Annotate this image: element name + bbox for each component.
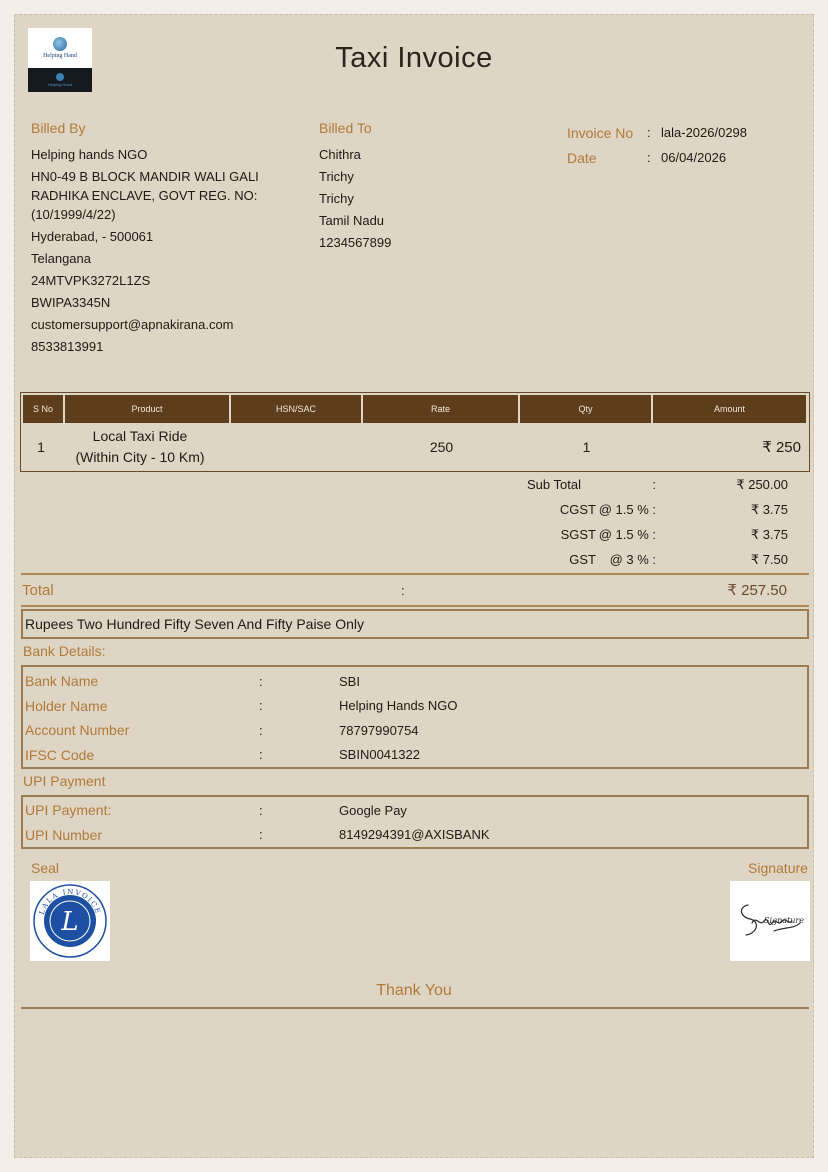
email: customersupport@apnakirana.com	[31, 317, 234, 332]
bank-details-box	[21, 665, 809, 769]
seal-text: LALA INVOICE	[37, 887, 103, 916]
thank-you-note: Thank You	[376, 982, 452, 999]
colon: :	[401, 582, 405, 598]
address-line: Trichy	[319, 169, 354, 184]
phone: 1234567899	[319, 235, 392, 250]
signature-label: Signature	[748, 860, 808, 876]
invoice-date: 06/04/2026	[661, 150, 727, 165]
grand-total-label: Total	[22, 581, 54, 599]
signature-icon	[734, 893, 806, 949]
seal-label: Seal	[31, 860, 60, 876]
city-line: Trichy	[319, 191, 354, 206]
upi-payment-label: UPI Payment	[23, 773, 106, 789]
page-title: Taxi Invoice	[335, 42, 493, 74]
cell-rate: 250	[429, 439, 454, 455]
sgst-row: SGST @ 1.5 % : ₹ 3.75	[560, 526, 788, 542]
cell-product: Local Taxi Ride (Within City - 10 Km)	[75, 428, 205, 465]
city-line: Hyderabad, - 500061	[31, 229, 154, 244]
state-line: Tamil Nadu	[319, 213, 385, 228]
logo-text: Helping Hand	[43, 53, 77, 59]
grand-total-row	[21, 573, 809, 607]
billed-by-label: Billed By	[31, 120, 86, 136]
bank-row: IFSC Code : SBIN0041322	[25, 746, 420, 763]
billed-to-section	[319, 120, 539, 255]
subtotal-row: Sub Total : ₹ 250.00	[527, 476, 788, 492]
bank-row: Holder Name : Helping Hands NGO	[25, 697, 458, 714]
col-rate: Rate	[363, 395, 520, 423]
cgst-row: CGST @ 1.5 % : ₹ 3.75	[559, 501, 788, 517]
billed-to-label: Billed To	[319, 120, 372, 136]
customer-name: Chithra	[319, 147, 361, 162]
signature-text: Signature	[763, 916, 805, 925]
bank-row: Bank Name : SBI	[25, 673, 360, 690]
seal-image	[30, 881, 110, 961]
bank-details-label: Bank Details:	[23, 643, 106, 659]
divider	[21, 1007, 809, 1009]
gst-row: GST @ 3 % : ₹ 7.50	[569, 551, 788, 567]
colon: :	[647, 125, 651, 140]
address-line: HN0-49 B BLOCK MANDIR WALI GALI	[31, 169, 259, 184]
grand-total-amount: ₹ 257.50	[727, 582, 787, 599]
upi-details-box	[21, 795, 809, 849]
cell-qty: 1	[582, 439, 591, 455]
cell-amount: ₹ 250	[762, 439, 801, 456]
col-qty: Qty	[520, 395, 653, 423]
bank-row: Account Number : 78797990754	[25, 722, 419, 739]
col-sno: S No	[23, 395, 65, 423]
amount-in-words: Rupees Two Hundred Fifty Seven And Fifty Paise Only	[21, 609, 809, 639]
signature-image	[730, 881, 810, 961]
gstin: 24MTVPK3272L1ZS	[31, 273, 151, 288]
seal-initial: L	[61, 907, 79, 937]
pan: BWIPA3345N	[31, 295, 111, 310]
address-line: RADHIKA ENCLAVE, GOVT REG. NO: (10/1999/4/22)	[31, 188, 258, 222]
upi-row: UPI Number : 8149294391@AXISBANK	[25, 826, 490, 843]
col-hsn: HSN/SAC	[231, 395, 363, 423]
col-amount: Amount	[653, 395, 806, 423]
cell-sno: 1	[37, 439, 45, 455]
billed-by-section	[31, 120, 291, 359]
col-product: Product	[65, 395, 231, 423]
invoice-no-label: Invoice No	[567, 124, 634, 141]
totals-block	[490, 472, 800, 572]
seal-icon	[31, 882, 109, 960]
table-row	[23, 427, 806, 467]
items-table	[20, 392, 810, 472]
org-name: Helping hands NGO	[31, 147, 148, 162]
invoice-meta	[567, 120, 807, 170]
colon: :	[647, 150, 651, 165]
state-line: Telangana	[31, 251, 91, 266]
logo-text: Helping Hand	[47, 82, 73, 87]
date-label: Date	[567, 149, 597, 166]
invoice-no: lala-2026/0298	[661, 125, 748, 140]
phone: 8533813991	[31, 339, 104, 354]
table-header	[23, 395, 806, 423]
upi-row: UPI Payment: : Google Pay	[25, 802, 407, 819]
